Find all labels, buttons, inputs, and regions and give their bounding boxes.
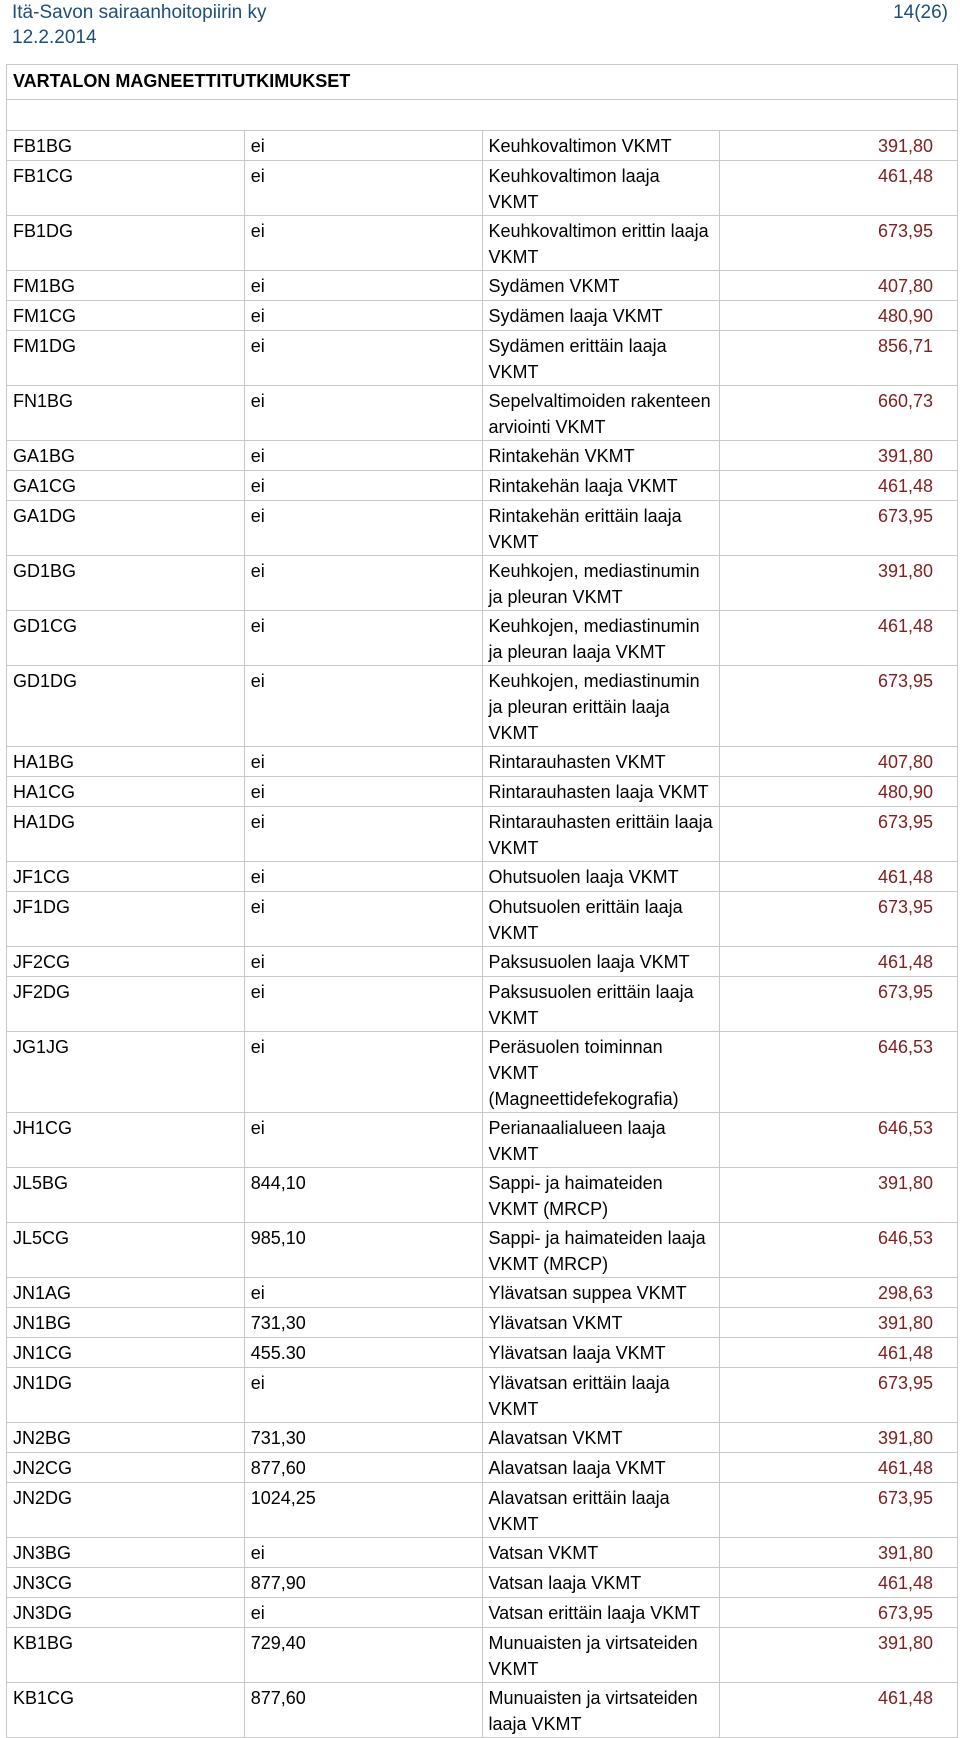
- fee-cell: ei: [244, 862, 482, 892]
- code-cell: JN3DG: [7, 1598, 245, 1628]
- code-cell: FM1DG: [7, 331, 245, 386]
- code-cell: FM1BG: [7, 271, 245, 301]
- price-cell: 391,80: [720, 1423, 958, 1453]
- price-cell: 673,95: [720, 1483, 958, 1538]
- fee-cell: ei: [244, 131, 482, 161]
- description-cell: Vatsan laaja VKMT: [482, 1568, 720, 1598]
- fee-cell: ei: [244, 501, 482, 556]
- description-cell: Sydämen erittäin laaja VKMT: [482, 331, 720, 386]
- fee-cell: 844,10: [244, 1168, 482, 1223]
- section-title: VARTALON MAGNEETTITUTKIMUKSET: [7, 65, 958, 100]
- code-cell: FN1BG: [7, 386, 245, 441]
- table-row: [7, 331, 958, 386]
- price-cell: 461,48: [720, 1683, 958, 1738]
- fee-cell: 877,90: [244, 1568, 482, 1598]
- price-cell: 391,80: [720, 1538, 958, 1568]
- price-cell: 391,80: [720, 1168, 958, 1223]
- price-cell: 461,48: [720, 611, 958, 666]
- table-row: [7, 1483, 958, 1538]
- description-cell: Peräsuolen toiminnan VKMT (Magneettidefekografia): [482, 1032, 720, 1113]
- fee-cell: ei: [244, 807, 482, 862]
- fee-cell: 729,40: [244, 1628, 482, 1683]
- price-cell: 461,48: [720, 1453, 958, 1483]
- description-cell: Rintarauhasten erittäin laaja VKMT: [482, 807, 720, 862]
- table-row: [7, 1338, 958, 1368]
- table-row: [7, 441, 958, 471]
- page-header: [0, 0, 960, 50]
- fee-cell: 731,30: [244, 1308, 482, 1338]
- price-cell: 461,48: [720, 471, 958, 501]
- code-cell: JG1JG: [7, 1032, 245, 1113]
- code-cell: JN3CG: [7, 1568, 245, 1598]
- price-table: [6, 64, 958, 1738]
- price-cell: 856,71: [720, 331, 958, 386]
- code-cell: JN1CG: [7, 1338, 245, 1368]
- fee-cell: ei: [244, 216, 482, 271]
- description-cell: Rintakehän VKMT: [482, 441, 720, 471]
- price-cell: 480,90: [720, 777, 958, 807]
- code-cell: GA1CG: [7, 471, 245, 501]
- code-cell: KB1BG: [7, 1628, 245, 1683]
- description-cell: Ylävatsan suppea VKMT: [482, 1278, 720, 1308]
- description-cell: Sappi- ja haimateiden VKMT (MRCP): [482, 1168, 720, 1223]
- table-row: [7, 1598, 958, 1628]
- fee-cell: ei: [244, 471, 482, 501]
- code-cell: KB1CG: [7, 1683, 245, 1738]
- fee-cell: ei: [244, 666, 482, 747]
- description-cell: Alavatsan erittäin laaja VKMT: [482, 1483, 720, 1538]
- price-cell: 673,95: [720, 807, 958, 862]
- description-cell: Ylävatsan laaja VKMT: [482, 1338, 720, 1368]
- table-row: [7, 1168, 958, 1223]
- fee-cell: 877,60: [244, 1453, 482, 1483]
- code-cell: GA1DG: [7, 501, 245, 556]
- code-cell: JN2BG: [7, 1423, 245, 1453]
- table-row: [7, 947, 958, 977]
- code-cell: JN1DG: [7, 1368, 245, 1423]
- price-cell: 407,80: [720, 271, 958, 301]
- description-cell: Alavatsan VKMT: [482, 1423, 720, 1453]
- code-cell: JN2CG: [7, 1453, 245, 1483]
- table-row: [7, 1308, 958, 1338]
- description-cell: Sydämen VKMT: [482, 271, 720, 301]
- table-row: [7, 1538, 958, 1568]
- table-row: [7, 862, 958, 892]
- fee-cell: 985,10: [244, 1223, 482, 1278]
- table-row: [7, 1568, 958, 1598]
- table-row: [7, 301, 958, 331]
- fee-cell: ei: [244, 947, 482, 977]
- table-row: [7, 807, 958, 862]
- table-row: [7, 977, 958, 1032]
- table-row: [7, 1423, 958, 1453]
- table-row: [7, 666, 958, 747]
- table-row: [7, 611, 958, 666]
- fee-cell: ei: [244, 977, 482, 1032]
- price-cell: 646,53: [720, 1113, 958, 1168]
- price-cell: 461,48: [720, 1568, 958, 1598]
- price-cell: 391,80: [720, 441, 958, 471]
- table-row: [7, 471, 958, 501]
- code-cell: JF1CG: [7, 862, 245, 892]
- fee-cell: ei: [244, 1032, 482, 1113]
- fee-cell: ei: [244, 1113, 482, 1168]
- fee-cell: ei: [244, 301, 482, 331]
- price-cell: 461,48: [720, 161, 958, 216]
- price-cell: 660,73: [720, 386, 958, 441]
- description-cell: Sepelvaltimoiden rakenteen arviointi VKMT: [482, 386, 720, 441]
- description-cell: Rintakehän laaja VKMT: [482, 471, 720, 501]
- description-cell: Ohutsuolen laaja VKMT: [482, 862, 720, 892]
- code-cell: FM1CG: [7, 301, 245, 331]
- code-cell: GD1BG: [7, 556, 245, 611]
- price-cell: 646,53: [720, 1223, 958, 1278]
- description-cell: Sydämen laaja VKMT: [482, 301, 720, 331]
- description-cell: Vatsan VKMT: [482, 1538, 720, 1568]
- price-cell: 673,95: [720, 216, 958, 271]
- fee-cell: ei: [244, 747, 482, 777]
- description-cell: Ylävatsan erittäin laaja VKMT: [482, 1368, 720, 1423]
- table-row: [7, 556, 958, 611]
- description-cell: Paksusuolen erittäin laaja VKMT: [482, 977, 720, 1032]
- description-cell: Sappi- ja haimateiden laaja VKMT (MRCP): [482, 1223, 720, 1278]
- price-cell: 391,80: [720, 1628, 958, 1683]
- table-row: [7, 747, 958, 777]
- table-row: [7, 1223, 958, 1278]
- fee-cell: ei: [244, 1368, 482, 1423]
- code-cell: JF1DG: [7, 892, 245, 947]
- description-cell: Keuhkojen, mediastinumin ja pleuran erittäin laaja VKMT: [482, 666, 720, 747]
- spacer-cell: [7, 100, 958, 131]
- price-cell: 461,48: [720, 947, 958, 977]
- description-cell: Keuhkovaltimon laaja VKMT: [482, 161, 720, 216]
- page-number: 14(26): [893, 2, 948, 23]
- fee-cell: ei: [244, 611, 482, 666]
- code-cell: GD1CG: [7, 611, 245, 666]
- fee-cell: ei: [244, 556, 482, 611]
- table-row: [7, 1032, 958, 1113]
- price-cell: 407,80: [720, 747, 958, 777]
- description-cell: Keuhkovaltimon erittin laaja VKMT: [482, 216, 720, 271]
- fee-cell: ei: [244, 161, 482, 216]
- code-cell: FB1CG: [7, 161, 245, 216]
- price-cell: 673,95: [720, 1368, 958, 1423]
- fee-cell: ei: [244, 1278, 482, 1308]
- description-cell: Munuaisten ja virtsateiden laaja VKMT: [482, 1683, 720, 1738]
- code-cell: JN1BG: [7, 1308, 245, 1338]
- price-cell: 673,95: [720, 666, 958, 747]
- fee-cell: 455.30: [244, 1338, 482, 1368]
- code-cell: JN3BG: [7, 1538, 245, 1568]
- document-date: 12.2.2014: [12, 27, 97, 48]
- description-cell: Alavatsan laaja VKMT: [482, 1453, 720, 1483]
- code-cell: JN2DG: [7, 1483, 245, 1538]
- code-cell: FB1BG: [7, 131, 245, 161]
- price-cell: 391,80: [720, 556, 958, 611]
- fee-cell: ei: [244, 892, 482, 947]
- organization-name: Itä-Savon sairaanhoitopiirin ky: [12, 2, 267, 23]
- table-row: [7, 271, 958, 301]
- description-cell: Rintarauhasten VKMT: [482, 747, 720, 777]
- description-cell: Ylävatsan VKMT: [482, 1308, 720, 1338]
- fee-cell: 1024,25: [244, 1483, 482, 1538]
- section-title-row: [7, 65, 958, 100]
- code-cell: GD1DG: [7, 666, 245, 747]
- table-row: [7, 1683, 958, 1738]
- price-cell: 298,63: [720, 1278, 958, 1308]
- price-cell: 673,95: [720, 1598, 958, 1628]
- description-cell: Keuhkojen, mediastinumin ja pleuran laaja VKMT: [482, 611, 720, 666]
- table-row: [7, 1368, 958, 1423]
- description-cell: Vatsan erittäin laaja VKMT: [482, 1598, 720, 1628]
- description-cell: Keuhkovaltimon VKMT: [482, 131, 720, 161]
- table-row: [7, 777, 958, 807]
- description-cell: Rintakehän erittäin laaja VKMT: [482, 501, 720, 556]
- price-cell: 673,95: [720, 977, 958, 1032]
- fee-cell: ei: [244, 1538, 482, 1568]
- fee-cell: ei: [244, 331, 482, 386]
- description-cell: Keuhkojen, mediastinumin ja pleuran VKMT: [482, 556, 720, 611]
- code-cell: HA1BG: [7, 747, 245, 777]
- code-cell: JF2DG: [7, 977, 245, 1032]
- code-cell: JF2CG: [7, 947, 245, 977]
- price-cell: 480,90: [720, 301, 958, 331]
- code-cell: JN1AG: [7, 1278, 245, 1308]
- price-cell: 391,80: [720, 1308, 958, 1338]
- table-row: [7, 1453, 958, 1483]
- price-cell: 391,80: [720, 131, 958, 161]
- table-row: [7, 131, 958, 161]
- code-cell: HA1CG: [7, 777, 245, 807]
- description-cell: Rintarauhasten laaja VKMT: [482, 777, 720, 807]
- description-cell: Ohutsuolen erittäin laaja VKMT: [482, 892, 720, 947]
- fee-cell: ei: [244, 441, 482, 471]
- table-row: [7, 892, 958, 947]
- spacer-row: [7, 100, 958, 131]
- table-row: [7, 386, 958, 441]
- price-cell: 673,95: [720, 501, 958, 556]
- table-row: [7, 161, 958, 216]
- code-cell: JL5CG: [7, 1223, 245, 1278]
- price-cell: 646,53: [720, 1032, 958, 1113]
- table-row: [7, 1278, 958, 1308]
- price-cell: 461,48: [720, 862, 958, 892]
- code-cell: GA1BG: [7, 441, 245, 471]
- price-cell: 673,95: [720, 892, 958, 947]
- fee-cell: ei: [244, 777, 482, 807]
- description-cell: Perianaalialueen laaja VKMT: [482, 1113, 720, 1168]
- fee-cell: ei: [244, 1598, 482, 1628]
- code-cell: HA1DG: [7, 807, 245, 862]
- code-cell: JH1CG: [7, 1113, 245, 1168]
- price-cell: 461,48: [720, 1338, 958, 1368]
- fee-cell: 731,30: [244, 1423, 482, 1453]
- code-cell: FB1DG: [7, 216, 245, 271]
- fee-cell: 877,60: [244, 1683, 482, 1738]
- description-cell: Munuaisten ja virtsateiden VKMT: [482, 1628, 720, 1683]
- table-row: [7, 1113, 958, 1168]
- code-cell: JL5BG: [7, 1168, 245, 1223]
- table-row: [7, 1628, 958, 1683]
- fee-cell: ei: [244, 386, 482, 441]
- table-row: [7, 501, 958, 556]
- fee-cell: ei: [244, 271, 482, 301]
- table-row: [7, 216, 958, 271]
- description-cell: Paksusuolen laaja VKMT: [482, 947, 720, 977]
